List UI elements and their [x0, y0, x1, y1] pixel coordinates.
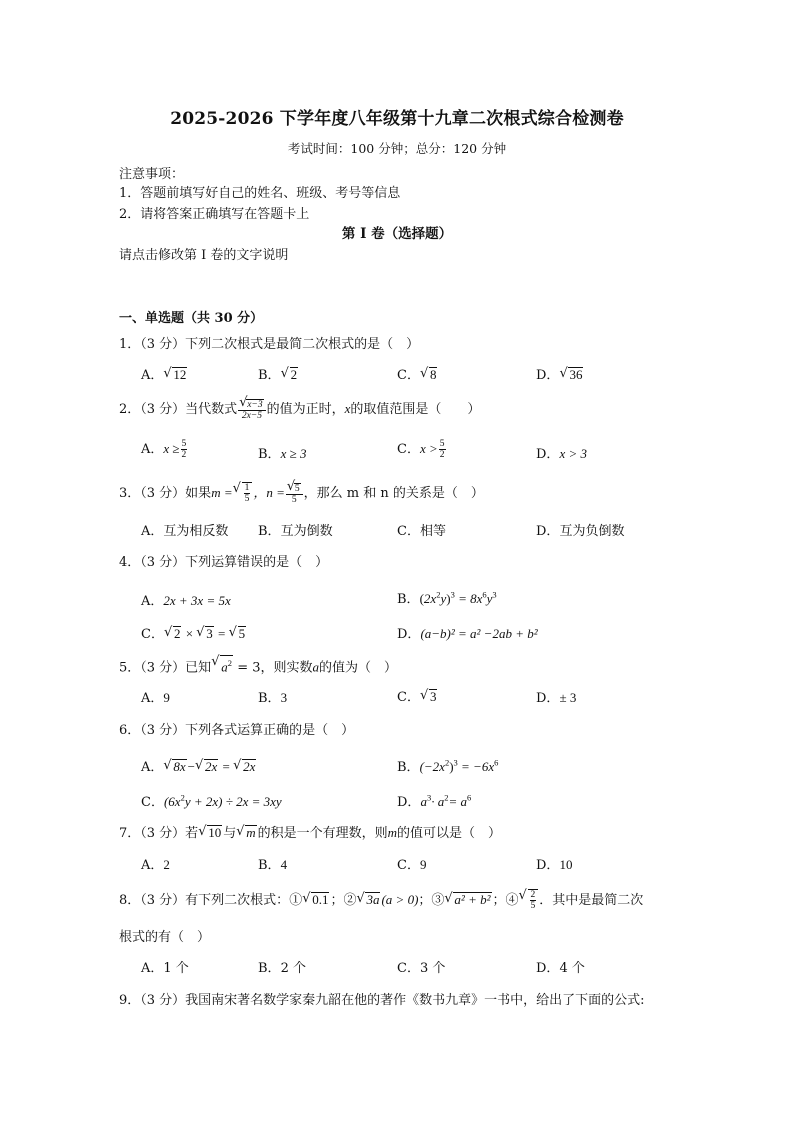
- question-9-stem: 9．（3 分）我国南宋著名数学家秦九韶在他的著作《数书九章》一书中，给出了下面的公式:: [119, 993, 645, 1008]
- q3-option-c: C．相等: [397, 524, 446, 539]
- q4-option-b: B．$(2x^2y)^3 = 8x^6y^3$: [397, 589, 497, 607]
- q3-option-d: D．互为负倒数: [536, 524, 625, 539]
- notice-item-1: 1．答题前填写好自己的姓名、班级、考号等信息: [119, 186, 401, 201]
- volume-title: 第 I 卷（选择题）: [341, 226, 453, 242]
- q3-option-a: A．互为相反数: [141, 524, 229, 539]
- q2-option-b: B．x ≥ 3: [258, 446, 307, 462]
- q5-option-d: D．± 3: [536, 690, 577, 706]
- question-2-stem: 2．（3 分）当代数式 √ $\frac{x-3}{2x-5}$ 的值为正时，x的取值范围是（ ）: [119, 398, 480, 421]
- q4-option-a: A．2x + 3x = 5x: [141, 593, 231, 609]
- q5-option-a: A．9: [141, 690, 170, 706]
- q2-option-a: A．x ≥ $\frac{5}{2}$: [141, 439, 187, 460]
- notice-item-2: 2．请将答案正确填写在答题卡上: [119, 207, 310, 222]
- q8-option-b: B．2 个: [258, 961, 306, 976]
- exam-title: 2025-2026 下学年度八年级第十九章二次根式综合检测卷: [170, 109, 624, 129]
- question-7-stem: 7．（3 分）若√ 10 与√ m 的积是一个有理数，则m的值可以是（ ）: [119, 822, 501, 841]
- question-6-stem: 6．（3 分）下列各式运算正确的是（ ）: [119, 723, 355, 738]
- question-1-stem: 1．（3 分）下列二次根式是最简二次根式的是（ ）: [119, 337, 420, 352]
- q7-option-b: B．4: [258, 857, 288, 873]
- q1-option-c: C．√ 8: [397, 364, 438, 383]
- q6-option-d: D．$a^3\cdot a^2= a^6$: [397, 792, 472, 810]
- q2-option-c: C．x > $\frac{5}{2}$: [397, 439, 445, 460]
- q7-option-d: D．10: [536, 857, 573, 873]
- question-5-stem: 5．（3 分）已知√ $a^2 = 3$，则实数a的值为（ ）: [119, 655, 397, 675]
- exam-subtitle: 考试时间：100 分钟；总分：120 分钟: [287, 141, 507, 156]
- question-8-stem-line-2: 根式的有（ ）: [119, 930, 211, 945]
- q2-option-d: D．x > 3: [536, 446, 587, 462]
- volume-description: 请点击修改第 I 卷的文字说明: [119, 248, 289, 263]
- q5-option-b: B．3: [258, 690, 288, 706]
- q4-option-d: D．(a−b)² = a² −2ab + b²: [397, 626, 538, 642]
- question-4-stem: 4．（3 分）下列运算错误的是（ ）: [119, 555, 329, 570]
- question-8-stem: 8．（3 分）有下列二次根式：①√ 0.1 ；②√ 3a (a > 0)；③√ a² + b² ；④ √ $\frac{2}{5}$ ．其中是最简二次: [119, 889, 643, 911]
- q1-option-a: A．√ 12: [141, 364, 188, 383]
- q6-option-b: B．$(-2x^2)^3 = -6x^6$: [397, 757, 499, 775]
- q1-option-b: B．√ 2: [258, 364, 299, 383]
- q4-option-c: C．√ 2 × √ 3 = √ 5: [141, 623, 247, 642]
- q1-option-d: D．√ 36: [536, 364, 584, 383]
- q8-option-a: A．1 个: [141, 961, 189, 976]
- q6-option-c: C．$(6x^2y + 2x) \div 2x = 3xy$: [141, 792, 282, 810]
- q7-option-a: A．2: [141, 857, 170, 873]
- q7-option-c: C．9: [397, 857, 427, 873]
- notice-heading: 注意事项：: [119, 167, 185, 182]
- q8-option-c: C．3 个: [397, 961, 446, 976]
- question-3-stem: 3．（3 分）如果m = √ $\frac{1}{5}$ ，n = √ $\frac{5}{5}$ ，那么 m 和 n 的关系是（ ）: [119, 482, 484, 505]
- q3-option-b: B．互为倒数: [258, 524, 333, 539]
- section-title: 一、单选题（共 30 分）: [119, 311, 264, 326]
- q5-option-c: C．√ 3: [397, 686, 438, 705]
- q6-option-a: A．√ 8x −√ 2x = √ 2x: [141, 756, 257, 775]
- q2-fraction: √ $\frac{x-3}{2x-5}$: [238, 399, 265, 421]
- q8-option-d: D．4 个: [536, 961, 585, 976]
